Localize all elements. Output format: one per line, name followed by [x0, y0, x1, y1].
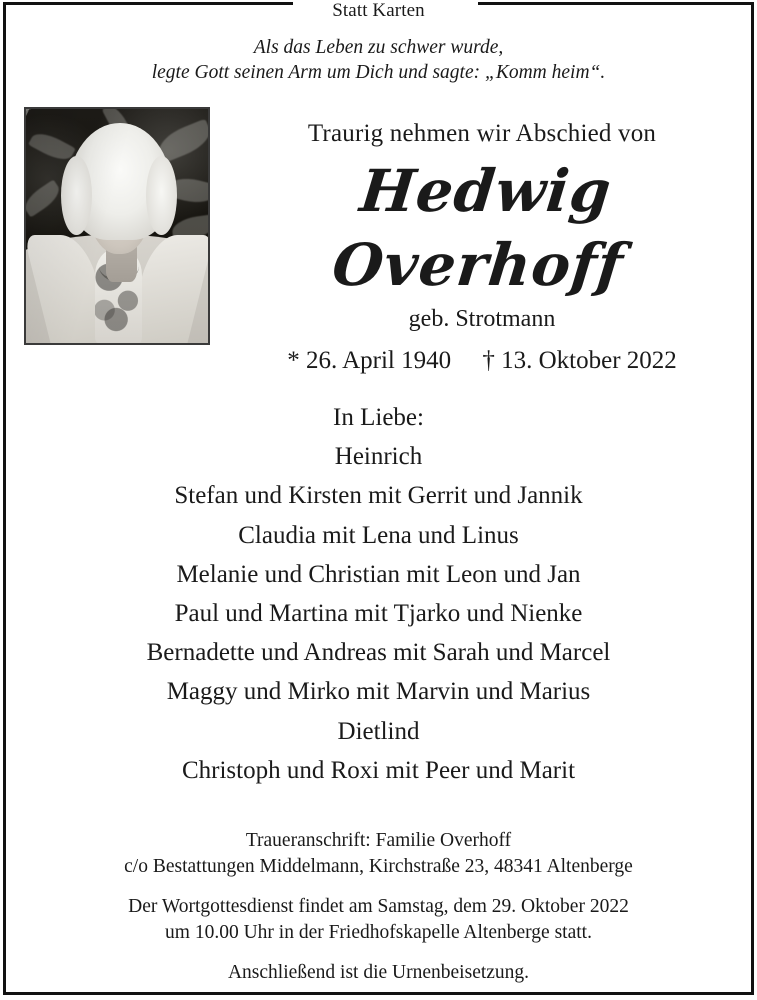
mourners-block — [0, 398, 757, 790]
mourner-line: Melanie und Christian mit Leon und Jan — [176, 560, 581, 588]
closing-line-1: Anschließend ist die Urnenbeisetzung. — [227, 962, 530, 983]
border-bottom — [3, 992, 754, 995]
mourner-line: Stefan und Kirsten mit Gerrit und Jannik — [174, 482, 583, 510]
footer-block — [0, 828, 757, 986]
verse-block — [0, 35, 757, 85]
closing-note — [0, 960, 757, 986]
life-dates: * 26. April 1940 † 13. Oktober 2022 — [287, 347, 677, 374]
deceased-name: Hedwig Overhoff — [329, 157, 627, 299]
portrait-image — [26, 109, 208, 343]
service-line-2: um 10.00 Uhr in der Friedhofskapelle Altenberge statt. — [165, 922, 592, 943]
verse-line-1: Als das Leben zu schwer wurde, — [253, 37, 504, 58]
service-details — [0, 894, 757, 946]
mourner-line: Christoph und Roxi mit Peer und Marit — [181, 756, 576, 784]
maiden-name: geb. Strotmann — [408, 306, 556, 332]
mourner-line: Heinrich — [334, 443, 423, 471]
mourner-line: Bernadette und Andreas mit Sarah und Marcel — [146, 639, 611, 667]
hair-side-left — [61, 156, 92, 236]
mourner-line: Claudia mit Lena und Linus — [238, 521, 519, 549]
hair-side-right — [146, 156, 177, 236]
portrait-photo — [24, 107, 210, 345]
intro-line: Traurig nehmen wir Abschied von — [307, 120, 657, 147]
mourning-address — [0, 828, 757, 880]
statt-karten-label: Statt Karten — [332, 0, 425, 21]
mourner-line: Maggy und Mirko mit Marvin und Marius — [166, 678, 591, 706]
headline-column — [222, 118, 742, 378]
mourner-line: Paul und Martina mit Tjarko und Nienke — [174, 600, 583, 628]
mourners-heading: In Liebe: — [333, 404, 424, 431]
verse-line-2: legte Gott seinen Arm um Dich und sagte: „Komm heim“. — [151, 62, 606, 83]
mourner-line: Dietlind — [337, 717, 420, 745]
address-line-2: c/o Bestattungen Middelmann, Kirchstraße 23, 48341 Altenberge — [124, 856, 633, 877]
address-line-1: Traueranschrift: Familie Overhoff — [245, 830, 512, 851]
service-line-1: Der Wortgottesdienst findet am Samstag, dem 29. Oktober 2022 — [128, 896, 629, 917]
